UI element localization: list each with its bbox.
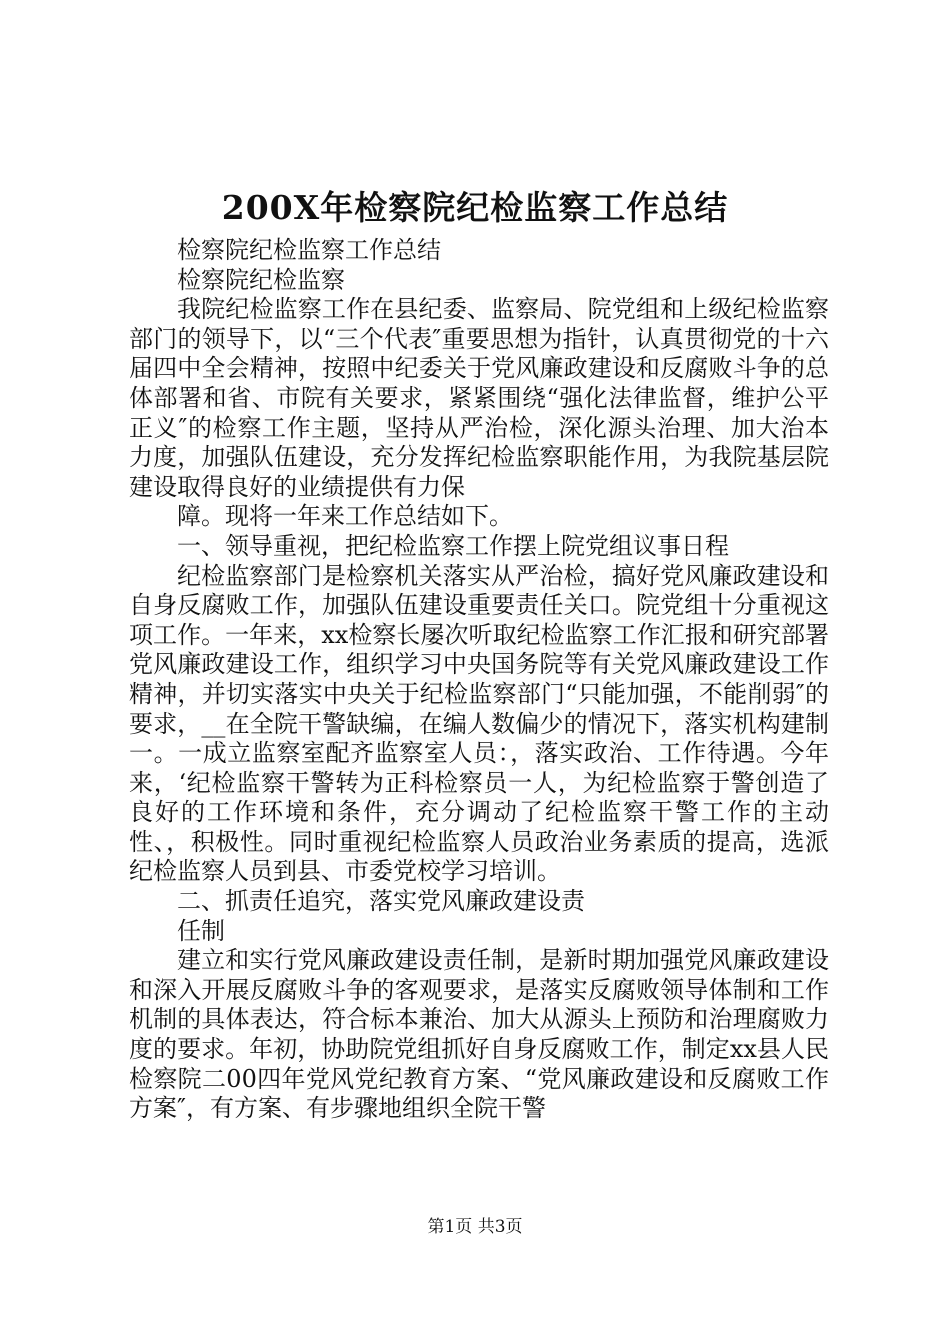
paragraph-section-label: 检察院纪检监察 [177,265,345,294]
section-heading-2: 二、抓责任追究，落实党风廉政建设责 [177,887,585,916]
paragraph-section-2: 建立和实行党风廉政建设责任制，是新时期加强党风廉政建设和深入开展反腐败斗争的客观要求，是落实反腐败领导体制和工作机制的具体表达，符合标本兼治、加大从源头上预防和治理腐败力度的要求。年初，协助院党组抓好自身反腐败工作，制定xx县人民检察院二00四年党风党纪教育方案、“党风廉政建设和反腐败工作方案″，有方案、有步骤地组织全院干警 [129,946,829,1123]
section-heading-2-continuation: 任制 [177,916,225,945]
document-body [129,236,829,1124]
document-title: 200X年检察院纪检监察工作总结 [221,188,729,227]
section-heading-1: 一、领导重视，把纪检监察工作摆上院党组议事日程 [177,531,729,560]
paragraph-section-1: 纪检监察部门是检察机关落实从严治检，搞好党风廉政建设和自身反腐败工作，加强队伍建设重要责任关口。院党组十分重视这项工作。一年来，xx检察长屡次听取纪检监察工作汇报和研究部署党风廉政建设工作，组织学习中央国务院等有关党风廉政建设工作精神，并切实落实中央关于纪检监察部门“只能加强，不能削弱″的要求，__在全院干警缺编，在编人数偏少的情况下，落实机构建制一。一成立监察室配齐监察室人员：，落实政治、工作待遇。今年来，‘纪检监察干警转为正科检察员一人，为纪检监察于警创造了良好的工作环境和条件，充分调动了纪检监察干警工作的主动性、，积极性。同时重视纪检监察人员政治业务素质的提高，选派纪检监察人员到县、市委党校学习培训。 [129,561,829,886]
page-footer: 第1页 共3页 [427,1217,523,1237]
paragraph-intro-continuation: 障。现将一年来工作总结如下。 [177,502,513,531]
paragraph-intro: 我院纪检监察工作在县纪委、监察局、院党组和上级纪检监察部门的领导下，以“三个代表″重要思想为指针，认真贯彻党的十六届四中全会精神，按照中纪委关于党风廉政建设和反腐败斗争的总体部署和省、市院有关要求，紧紧围绕“强化法律监督，维护公平正义″的检察工作主题，坚持从严治检，深化源头治理、加大治本力度，加强队伍建设，充分发挥纪检监察职能作用，为我院基层院建设取得良好的业绩提供有力保 [129,295,829,501]
paragraph-subtitle: 检察院纪检监察工作总结 [177,236,441,264]
